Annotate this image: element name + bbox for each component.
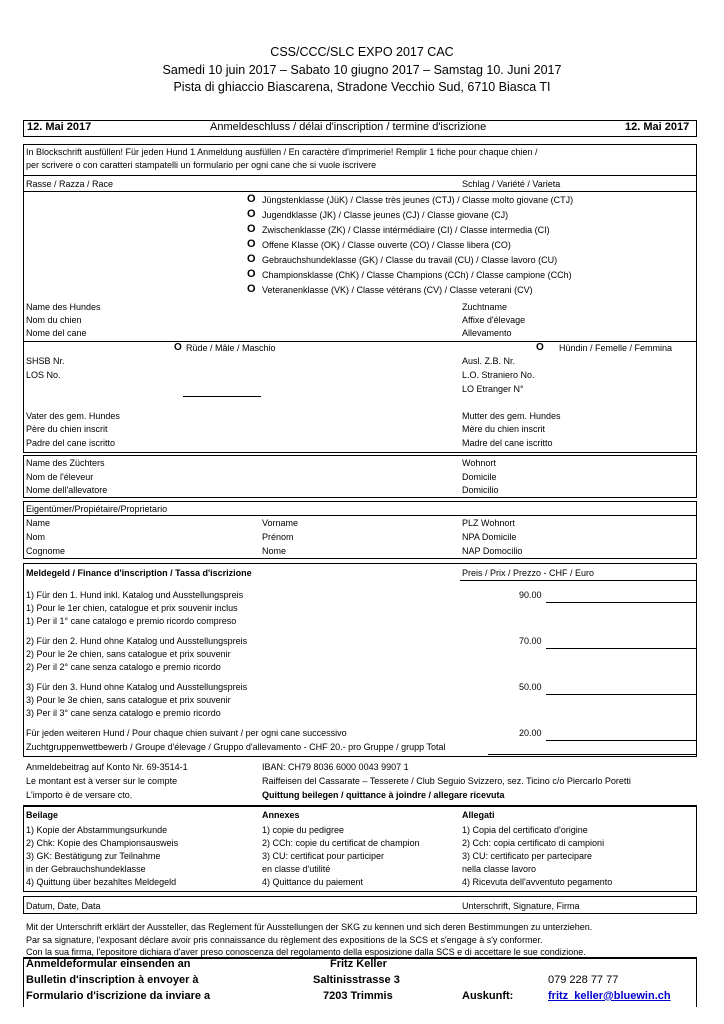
- attachment-item: 2) CCh: copie du certificat de champion: [262, 838, 420, 848]
- declaration-de: Mit der Unterschrift erklärt der Aussteller, das Reglement für Ausstellungen der SKG zu kennen und sich deren Bestimmungen zu unterziehen.: [26, 922, 593, 932]
- foreign-reg-label-de: Ausl. Z.B. Nr.: [462, 356, 516, 366]
- mother-label-fr: Mère du chien inscrit: [462, 424, 546, 434]
- male-label: Rüde / Mâle / Maschio: [186, 343, 276, 353]
- owner-name-de: Name: [26, 518, 51, 528]
- foreign-reg-label-it: L.O. Straniero No.: [462, 370, 535, 380]
- class-label: Zwischenklasse (ZK) / Classe intérmédiaire (CI) / Classe intermedia (CI): [262, 225, 550, 235]
- class-label: Gebrauchshundeklasse (GK) / Classe du travail (CU) / Classe lavoro (CU): [262, 255, 558, 265]
- fee-line: 1) Per il 1° cane catalogo e premio ricordo compreso: [26, 616, 237, 626]
- instructions-line-1: In Blockschrift ausfüllen! Für jeden Hund 1 Anmeldung ausfüllen / En caractère d'imprimerie! Remplir 1 fiche pour chaque chien /: [26, 147, 538, 157]
- deadline-label: Anmeldeschluss / délai d'inscription / termine d'iscrizione: [210, 121, 487, 133]
- breeder-section: [23, 455, 697, 498]
- father-label-fr: Père du chien inscrit: [26, 424, 108, 434]
- mother-label-it: Madre del cane iscritto: [462, 438, 553, 448]
- kennel-label-it: Allevamento: [462, 328, 512, 338]
- deadline-date-left: 12. Mai 2017: [27, 121, 92, 133]
- owner-zip-de: PLZ Wohnort: [462, 518, 515, 528]
- attachment-item: 3) GK: Bestätigung zur Teilnahme: [26, 851, 161, 861]
- payment-account-fr: Le montant est à verser sur le compte: [26, 776, 178, 786]
- payment-account-de: Anmeldebeitrag auf Konto Nr. 69-3514-1: [26, 762, 188, 772]
- attachment-item: 2) Cch: copia certificato di campioni: [462, 838, 605, 848]
- female-label: Hündin / Femelle / Femmina: [559, 343, 673, 353]
- mother-label-de: Mutter des gem. Hundes: [462, 411, 561, 421]
- contact-phone: 079 228 77 77: [548, 974, 619, 986]
- date-label: Datum, Date, Data: [26, 901, 101, 911]
- dog-name-label-fr: Nom du chien: [26, 315, 82, 325]
- fee-line: 3) Pour le 3e chien, sans catalogue et prix souvenir: [26, 695, 231, 705]
- attachment-item: in der Gebrauchshundeklasse: [26, 864, 146, 874]
- attachments-header-it: Allegati: [462, 810, 495, 820]
- class-label: Veteranenklasse (VK) / Classe vétérans (CV) / Classe veterani (CV): [262, 285, 533, 295]
- fee-price-underline: [546, 602, 696, 603]
- attachment-item: nella classe lavoro: [462, 864, 537, 874]
- dog-name-label-it: Nome del cane: [26, 328, 87, 338]
- class-radio[interactable]: O: [247, 238, 256, 250]
- fee-line: 1) Pour le 1er chien, catalogue et prix souvenir inclus: [26, 603, 238, 613]
- fee-price-underline: [546, 648, 696, 649]
- divider: [23, 341, 697, 342]
- foreign-reg-label-fr: LO Etranger N°: [462, 384, 524, 394]
- breeder-label-de: Name des Züchters: [26, 458, 105, 468]
- title-line-1: CSS/CCC/SLC EXPO 2017 CAC: [270, 45, 454, 59]
- owner-firstname-it: Nome: [262, 546, 287, 556]
- dog-name-label-de: Name des Hundes: [26, 302, 101, 312]
- attachment-item: 1) Copia del certificato d'origine: [462, 825, 588, 835]
- breeder-label-it: Nome dell'allevatore: [26, 485, 108, 495]
- signature-label: Unterschrift, Signature, Firma: [462, 901, 580, 911]
- divider: [23, 175, 697, 176]
- title-line-3: Pista di ghiaccio Biascarena, Stradone Vecchio Sud, 6710 Biasca TI: [173, 80, 551, 94]
- los-label: LOS No.: [26, 370, 61, 380]
- owner-zip-it: NAP Domocilio: [462, 546, 523, 556]
- recipient-city: 7203 Trimmis: [323, 990, 393, 1002]
- attachment-item: 4) Ricevuta dell'avventuto pegamento: [462, 877, 613, 887]
- fee-line: 2) Pour le 2e chien, sans catalogue et prix souvenir: [26, 649, 231, 659]
- shsb-label: SHSB Nr.: [26, 356, 65, 366]
- class-label: Championsklasse (ChK) / Classe Champions (CCh) / Classe campione (CCh): [262, 270, 572, 280]
- fee-price-underline: [546, 740, 696, 741]
- class-radio[interactable]: O: [247, 193, 256, 205]
- breeder-residence-fr: Domicile: [462, 472, 497, 482]
- owner-zip-fr: NPA Domicile: [462, 532, 517, 542]
- breeder-residence-it: Domicilio: [462, 485, 499, 495]
- declaration-fr: Par sa signature, l'exposant déclare avoir pris connaissance du règlement des expositions de la SCS et s'engage à s'y conformer.: [26, 935, 543, 945]
- class-label: Offene Klasse (OK) / Classe ouverte (CO) / Classe libera (CO): [262, 240, 511, 250]
- attachment-item: en classe d'utilité: [262, 864, 331, 874]
- owner-name-it: Cognome: [26, 546, 66, 556]
- deadline-date-right: 12. Mai 2017: [625, 121, 690, 133]
- breeder-residence-de: Wohnort: [462, 458, 496, 468]
- group-fee-label: Zuchtgruppenwettbewerb / Groupe d'élevage / Gruppo d'allevamento - CHF 20.- pro Gruppe / grupp Total: [26, 742, 446, 752]
- class-radio[interactable]: O: [247, 268, 256, 280]
- fees-title: Meldegeld / Finance d'inscription / Tassa d'iscrizione: [26, 568, 252, 578]
- class-radio[interactable]: O: [247, 283, 256, 295]
- send-to-label-de: Anmeldeformular einsenden an: [26, 958, 191, 970]
- contact-email-link[interactable]: fritz_keller@bluewin.ch: [548, 990, 671, 1002]
- recipient-street: Saltinisstrasse 3: [313, 974, 400, 986]
- iban: IBAN: CH79 8036 6000 0043 9907 1: [262, 762, 409, 772]
- owner-firstname-fr: Prénom: [262, 532, 294, 542]
- attachments-header-de: Beilage: [26, 810, 59, 820]
- attachment-item: 4) Quittance du paiement: [262, 877, 364, 887]
- kennel-label-fr: Affixe d'élevage: [462, 315, 526, 325]
- kennel-label-de: Zuchtname: [462, 302, 508, 312]
- variety-label: Schlag / Variété / Varieta: [462, 179, 561, 189]
- fee-price: 90.00: [519, 590, 542, 600]
- attachment-item: 1) copie du pedigree: [262, 825, 345, 835]
- attachment-item: 4) Quittung über bezahltes Meldegeld: [26, 877, 177, 887]
- send-to-label-it: Formulario d'iscrizione da inviare a: [26, 990, 211, 1002]
- price-header: Preis / Prix / Prezzo - CHF / Euro: [462, 568, 595, 578]
- fee-price: 70.00: [519, 636, 542, 646]
- send-to-label-fr: Bulletin d'inscription à envoyer à: [26, 974, 199, 986]
- attachment-item: 2) Chk: Kopie des Championsausweis: [26, 838, 179, 848]
- fee-price: 20.00: [519, 728, 542, 738]
- owner-firstname-de: Vorname: [262, 518, 299, 528]
- female-radio[interactable]: O: [536, 342, 544, 353]
- father-label-it: Padre del cane iscritto: [26, 438, 116, 448]
- payment-account-it: L'importo è de versare cto.: [26, 790, 133, 800]
- divider: [23, 515, 697, 516]
- signature-bar: [23, 896, 697, 914]
- registration-underline: [183, 396, 261, 397]
- receipt-note: Quittung beilegen / quittance à joindre / allegare ricevuta: [262, 790, 505, 800]
- class-label: Jüngstenklasse (JüK) / Classe très jeunes (CTJ) / Classe molto giovane (CTJ): [262, 195, 574, 205]
- class-radio[interactable]: O: [247, 223, 256, 235]
- recipient-name: Fritz Keller: [330, 958, 387, 970]
- attachment-item: 1) Kopie der Abstammungsurkunde: [26, 825, 168, 835]
- class-label: Jugendklasse (JK) / Classe jeunes (CJ) / Classe giovane (CJ): [262, 210, 509, 220]
- breeder-label-fr: Nom de l'éleveur: [26, 472, 94, 482]
- male-radio[interactable]: O: [174, 342, 182, 353]
- bank-details: Raiffeisen del Cassarate – Tesserete / Club Seguio Svizzero, sez. Ticino c/o Piercarlo Poretti: [262, 776, 631, 786]
- declaration-it: Con la sua firma, l'epositore dichiara d'aver preso conoscenza del regolamento della esposizione dalla SCS e di accettare le sue condizione.: [26, 947, 586, 957]
- breed-label: Rasse / Razza / Race: [26, 179, 114, 189]
- owner-title: Eigentümer/Propiétaire/Proprietario: [26, 504, 168, 514]
- fee-line: 3) Per il 3° cane senza catalogo e premio ricordo: [26, 708, 221, 718]
- fee-price: 50.00: [519, 682, 542, 692]
- class-radio[interactable]: O: [247, 208, 256, 220]
- group-fee-underline: [488, 754, 696, 755]
- instructions-line-2: per scrivere o con caratteri stampatelli un formulario per ogni cane che si vuole iscrivere: [26, 160, 377, 170]
- divider: [23, 191, 697, 192]
- price-header-underline: [460, 580, 696, 581]
- owner-name-fr: Nom: [26, 532, 46, 542]
- info-label: Auskunft:: [462, 990, 514, 1002]
- fee-line: 1) Für den 1. Hund inkl. Katalog und Ausstellungspreis: [26, 590, 244, 600]
- fee-line: 2) Per il 2° cane senza catalogo e premio ricordo: [26, 662, 221, 672]
- fee-line: Für jeden weiteren Hund / Pour chaque chien suivant / per ogni cane successivo: [26, 728, 347, 738]
- fee-price-underline: [546, 694, 696, 695]
- fee-line: 3) Für den 3. Hund ohne Katalog und Ausstellungspreis: [26, 682, 248, 692]
- father-label-de: Vater des gem. Hundes: [26, 411, 120, 421]
- attachments-header-fr: Annexes: [262, 810, 300, 820]
- class-radio[interactable]: O: [247, 253, 256, 265]
- title-line-2: Samedi 10 juin 2017 – Sabato 10 giugno 2017 – Samstag 10. Juni 2017: [162, 63, 562, 77]
- attachment-item: 3) CU: certificat pour participer: [262, 851, 385, 861]
- attachment-item: 3) CU: certificato per partecipare: [462, 851, 593, 861]
- fee-line: 2) Für den 2. Hund ohne Katalog und Ausstellungspreis: [26, 636, 248, 646]
